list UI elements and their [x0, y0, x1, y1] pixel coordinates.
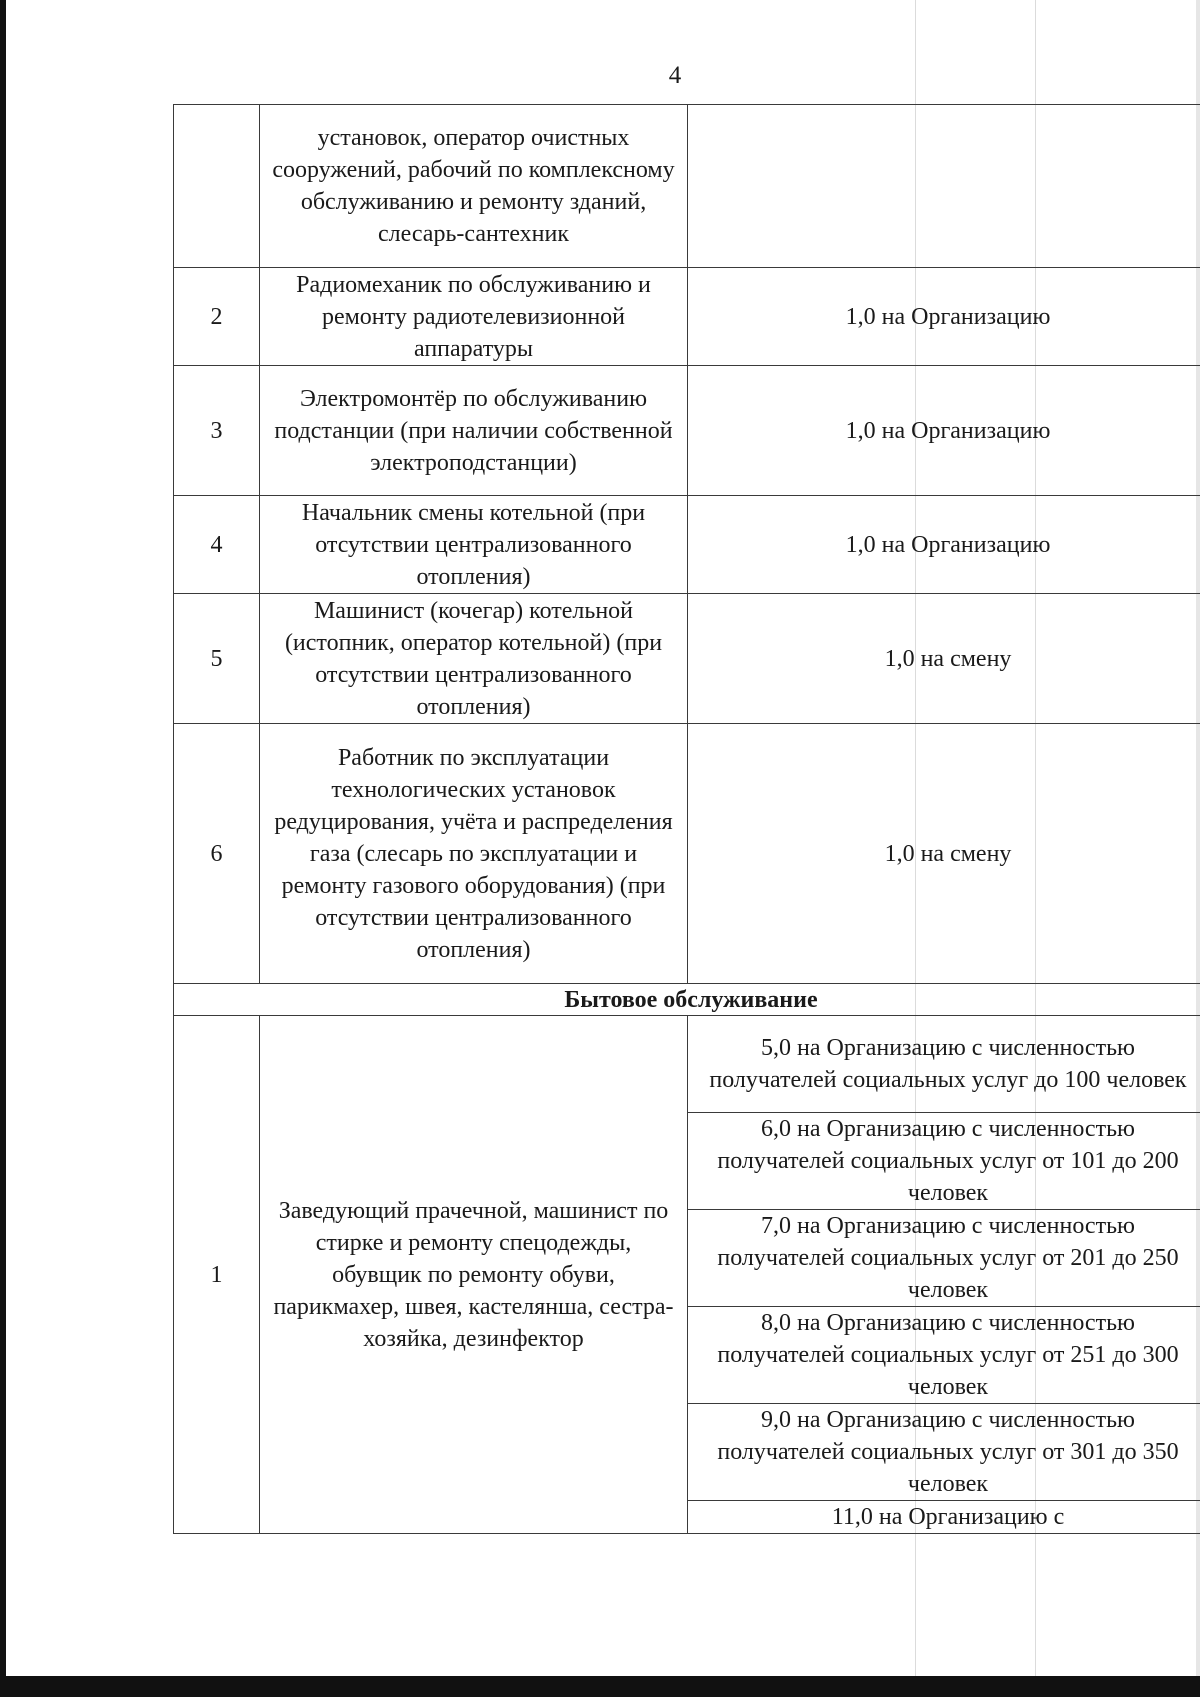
- table-row: [174, 594, 1200, 724]
- table-row: [174, 268, 1200, 366]
- position-cell: Начальник смены котельной (при отсутствии централизованного отопления): [260, 496, 688, 594]
- table-row: [174, 724, 1200, 984]
- table-row: [174, 105, 1200, 268]
- norm-cell: 7,0 на Организацию с численностью получателей социальных услуг от 201 до 250 человек: [688, 1210, 1200, 1307]
- section-title: Бытовое обслуживание: [174, 984, 1200, 1016]
- page-number: 4: [668, 62, 682, 89]
- scan-border-left: [0, 0, 6, 1697]
- position-cell: Радиомеханик по обслуживанию и ремонту радиотелевизионной аппаратуры: [260, 268, 688, 366]
- section-header-row: [174, 984, 1200, 1016]
- scan-border-bottom: [0, 1676, 1200, 1697]
- norm-cell: 6,0 на Организацию с численностью получателей социальных услуг от 101 до 200 человек: [688, 1113, 1200, 1210]
- row-number: [174, 105, 260, 268]
- table-row: [174, 496, 1200, 594]
- position-cell: установок, оператор очистных сооружений, рабочий по комплексному обслуживанию и ремонту зданий, слесарь-сантехник: [260, 105, 688, 268]
- table-row: [174, 1016, 1200, 1113]
- row-number: 5: [174, 594, 260, 724]
- staffing-norms-table: [173, 104, 1200, 1534]
- norm-cell: 9,0 на Организацию с численностью получателей социальных услуг от 301 до 350 человек: [688, 1404, 1200, 1501]
- position-cell: Работник по эксплуатации технологических установок редуцирования, учёта и распределения газа (слесарь по эксплуатации и ремонту газового оборудования) (при отсутствии централизованного отопления): [260, 724, 688, 984]
- table-row: [174, 366, 1200, 496]
- norm-cell: 1,0 на Организацию: [688, 496, 1200, 594]
- norm-cell: 1,0 на смену: [688, 724, 1200, 984]
- norm-cell: 11,0 на Организацию с: [688, 1501, 1200, 1534]
- row-number: 1: [174, 1016, 260, 1534]
- norm-cell: [688, 105, 1200, 268]
- position-cell: Машинист (кочегар) котельной (истопник, оператор котельной) (при отсутствии централизованного отопления): [260, 594, 688, 724]
- norm-cell: 5,0 на Организацию с численностью получателей социальных услуг до 100 человек: [688, 1016, 1200, 1113]
- position-cell: Заведующий прачечной, машинист по стирке и ремонту спецодежды, обувщик по ремонту обуви, парикмахер, швея, кастелянша, сестра-хозяйка, дезинфектор: [260, 1016, 688, 1534]
- norm-cell: 8,0 на Организацию с численностью получателей социальных услуг от 251 до 300 человек: [688, 1307, 1200, 1404]
- row-number: 6: [174, 724, 260, 984]
- row-number: 2: [174, 268, 260, 366]
- row-number: 3: [174, 366, 260, 496]
- row-number: 4: [174, 496, 260, 594]
- norm-cell: 1,0 на Организацию: [688, 366, 1200, 496]
- norm-cell: 1,0 на смену: [688, 594, 1200, 724]
- norm-cell: 1,0 на Организацию: [688, 268, 1200, 366]
- position-cell: Электромонтёр по обслуживанию подстанции (при наличии собственной электроподстанции): [260, 366, 688, 496]
